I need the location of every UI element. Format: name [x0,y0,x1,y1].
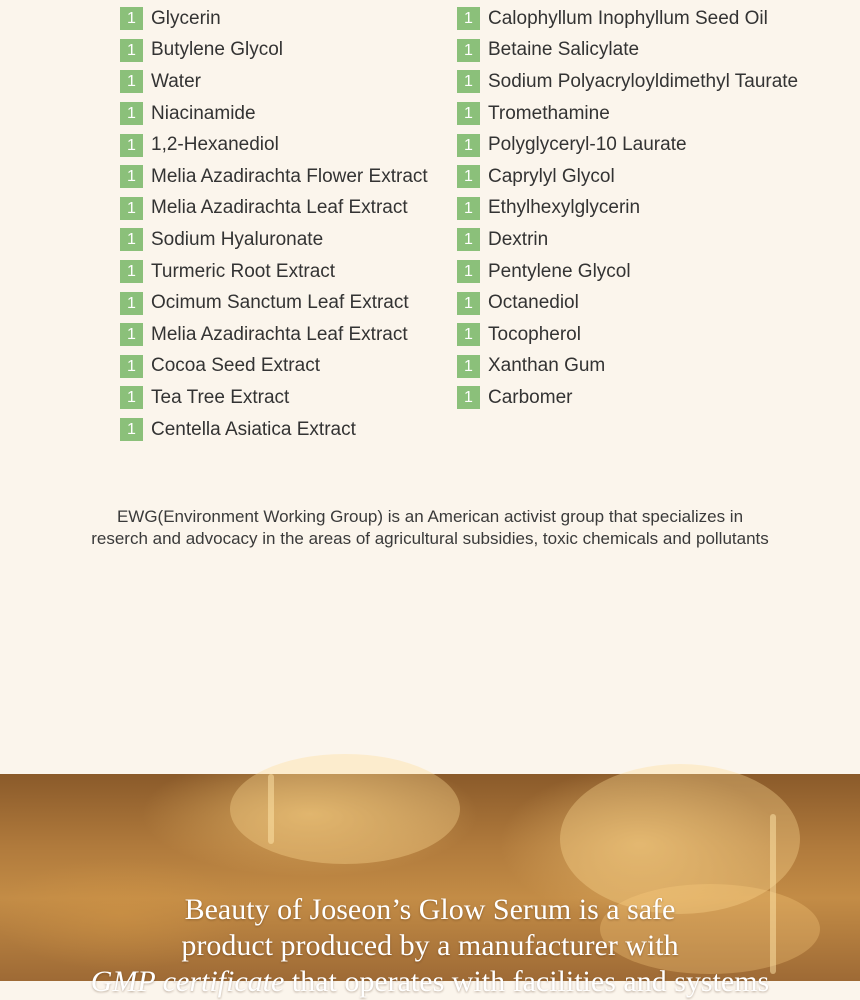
ingredient-name: Melia Azadirachta Flower Extract [151,165,428,187]
ewg-grade-badge: 1 [457,134,480,157]
ewg-grade-badge: 1 [120,70,143,93]
ewg-grade-badge: 1 [120,418,143,441]
ingredient-row [120,351,428,383]
ewg-grade-badge: 1 [457,102,480,125]
ingredient-name: Octanediol [488,292,579,314]
ewg-grade-badge: 1 [457,197,480,220]
ingredient-name: Tocopherol [488,323,581,345]
ingredient-row [457,351,798,383]
ewg-grade-badge: 1 [120,355,143,378]
ingredient-name: Betaine Salicylate [488,39,640,61]
ingredient-row [457,129,798,161]
ingredient-name: Sodium Polyacryloyldimethyl Taurate [488,70,799,92]
ingredient-row [457,256,798,288]
honey-hero-banner [0,774,860,998]
ingredient-column-left [120,3,428,445]
ewg-grade-badge: 1 [457,228,480,251]
ingredient-name: Dextrin [488,228,549,250]
hero-line: Beauty of Joseon’s Glow Serum is a safe [184,893,676,926]
honey-drip-decoration [268,774,274,844]
ewg-description-line: EWG(Environment Working Group) is an American activist group that specializes in [116,507,744,526]
ingredient-name: Centella Asiatica Extract [151,418,356,440]
ingredient-name: Melia Azadirachta Leaf Extract [151,323,408,345]
ingredient-name: Glycerin [151,7,221,29]
ingredient-row [457,3,798,35]
ewg-grade-badge: 1 [457,7,480,30]
ingredient-row [457,319,798,351]
gmp-certificate-text: GMP certificate [90,965,285,998]
honeycomb-decoration [230,754,460,864]
ewg-grade-badge: 1 [120,134,143,157]
ewg-description [0,506,860,550]
ewg-description-line: reserch and advocacy in the areas of agricultural subsidies, toxic chemicals and pollutants [91,529,769,548]
ingredient-row [120,414,428,446]
ingredient-name: Polyglyceryl-10 Laurate [488,134,687,156]
ingredient-row [120,66,428,98]
ingredient-name: Xanthan Gum [488,355,606,377]
ingredient-column-right [457,3,798,414]
ingredient-name: Tea Tree Extract [151,386,290,408]
hero-line-rest: that operates with facilities and systems [284,965,770,998]
ingredient-name: Calophyllum Inophyllum Seed Oil [488,7,768,29]
ingredient-name: Cocoa Seed Extract [151,355,320,377]
ingredient-name: Pentylene Glycol [488,260,631,282]
ingredient-row [120,3,428,35]
ingredient-row [457,66,798,98]
ingredient-name: Melia Azadirachta Leaf Extract [151,197,408,219]
ingredient-row [120,224,428,256]
ingredient-row [457,224,798,256]
ewg-grade-badge: 1 [457,355,480,378]
ewg-grade-badge: 1 [120,7,143,30]
hero-statement [0,892,860,1000]
ewg-grade-badge: 1 [120,260,143,283]
ewg-grade-badge: 1 [120,39,143,62]
ingredient-name: Water [151,70,201,92]
ewg-grade-badge: 1 [457,260,480,283]
ewg-grade-badge: 1 [120,197,143,220]
ewg-grade-badge: 1 [120,386,143,409]
ingredient-row [120,287,428,319]
ingredient-row [457,287,798,319]
ingredient-row [457,382,798,414]
ingredient-row [457,161,798,193]
ingredient-name: Caprylyl Glycol [488,165,615,187]
ewg-grade-badge: 1 [457,39,480,62]
ingredient-row [120,161,428,193]
ingredient-name: 1,2-Hexanediol [151,134,279,156]
ingredient-name: Carbomer [488,386,573,408]
ingredient-name: Butylene Glycol [151,39,284,61]
ingredient-list [0,0,860,460]
ewg-grade-badge: 1 [120,165,143,188]
ingredient-row [457,98,798,130]
ingredient-row [120,98,428,130]
ewg-grade-badge: 1 [457,323,480,346]
ingredient-row [120,35,428,67]
ingredient-row [457,193,798,225]
ingredient-row [120,319,428,351]
ingredient-name: Ethylhexylglycerin [488,197,641,219]
ingredient-row [120,256,428,288]
ingredient-name: Sodium Hyaluronate [151,228,324,250]
hero-line [0,964,860,1000]
ingredient-name: Turmeric Root Extract [151,260,336,282]
ewg-grade-badge: 1 [120,292,143,315]
ingredient-name: Niacinamide [151,102,256,124]
ewg-grade-badge: 1 [457,70,480,93]
ingredient-row [457,35,798,67]
ewg-grade-badge: 1 [457,386,480,409]
ewg-grade-badge: 1 [457,165,480,188]
ingredient-name: Tromethamine [488,102,610,124]
ingredient-name: Ocimum Sanctum Leaf Extract [151,292,409,314]
ingredient-row [120,193,428,225]
ingredient-row [120,129,428,161]
ingredient-row [120,382,428,414]
ewg-grade-badge: 1 [120,323,143,346]
ewg-grade-badge: 1 [457,292,480,315]
hero-line: product produced by a manufacturer with [181,929,679,962]
ewg-grade-badge: 1 [120,228,143,251]
ewg-grade-badge: 1 [120,102,143,125]
